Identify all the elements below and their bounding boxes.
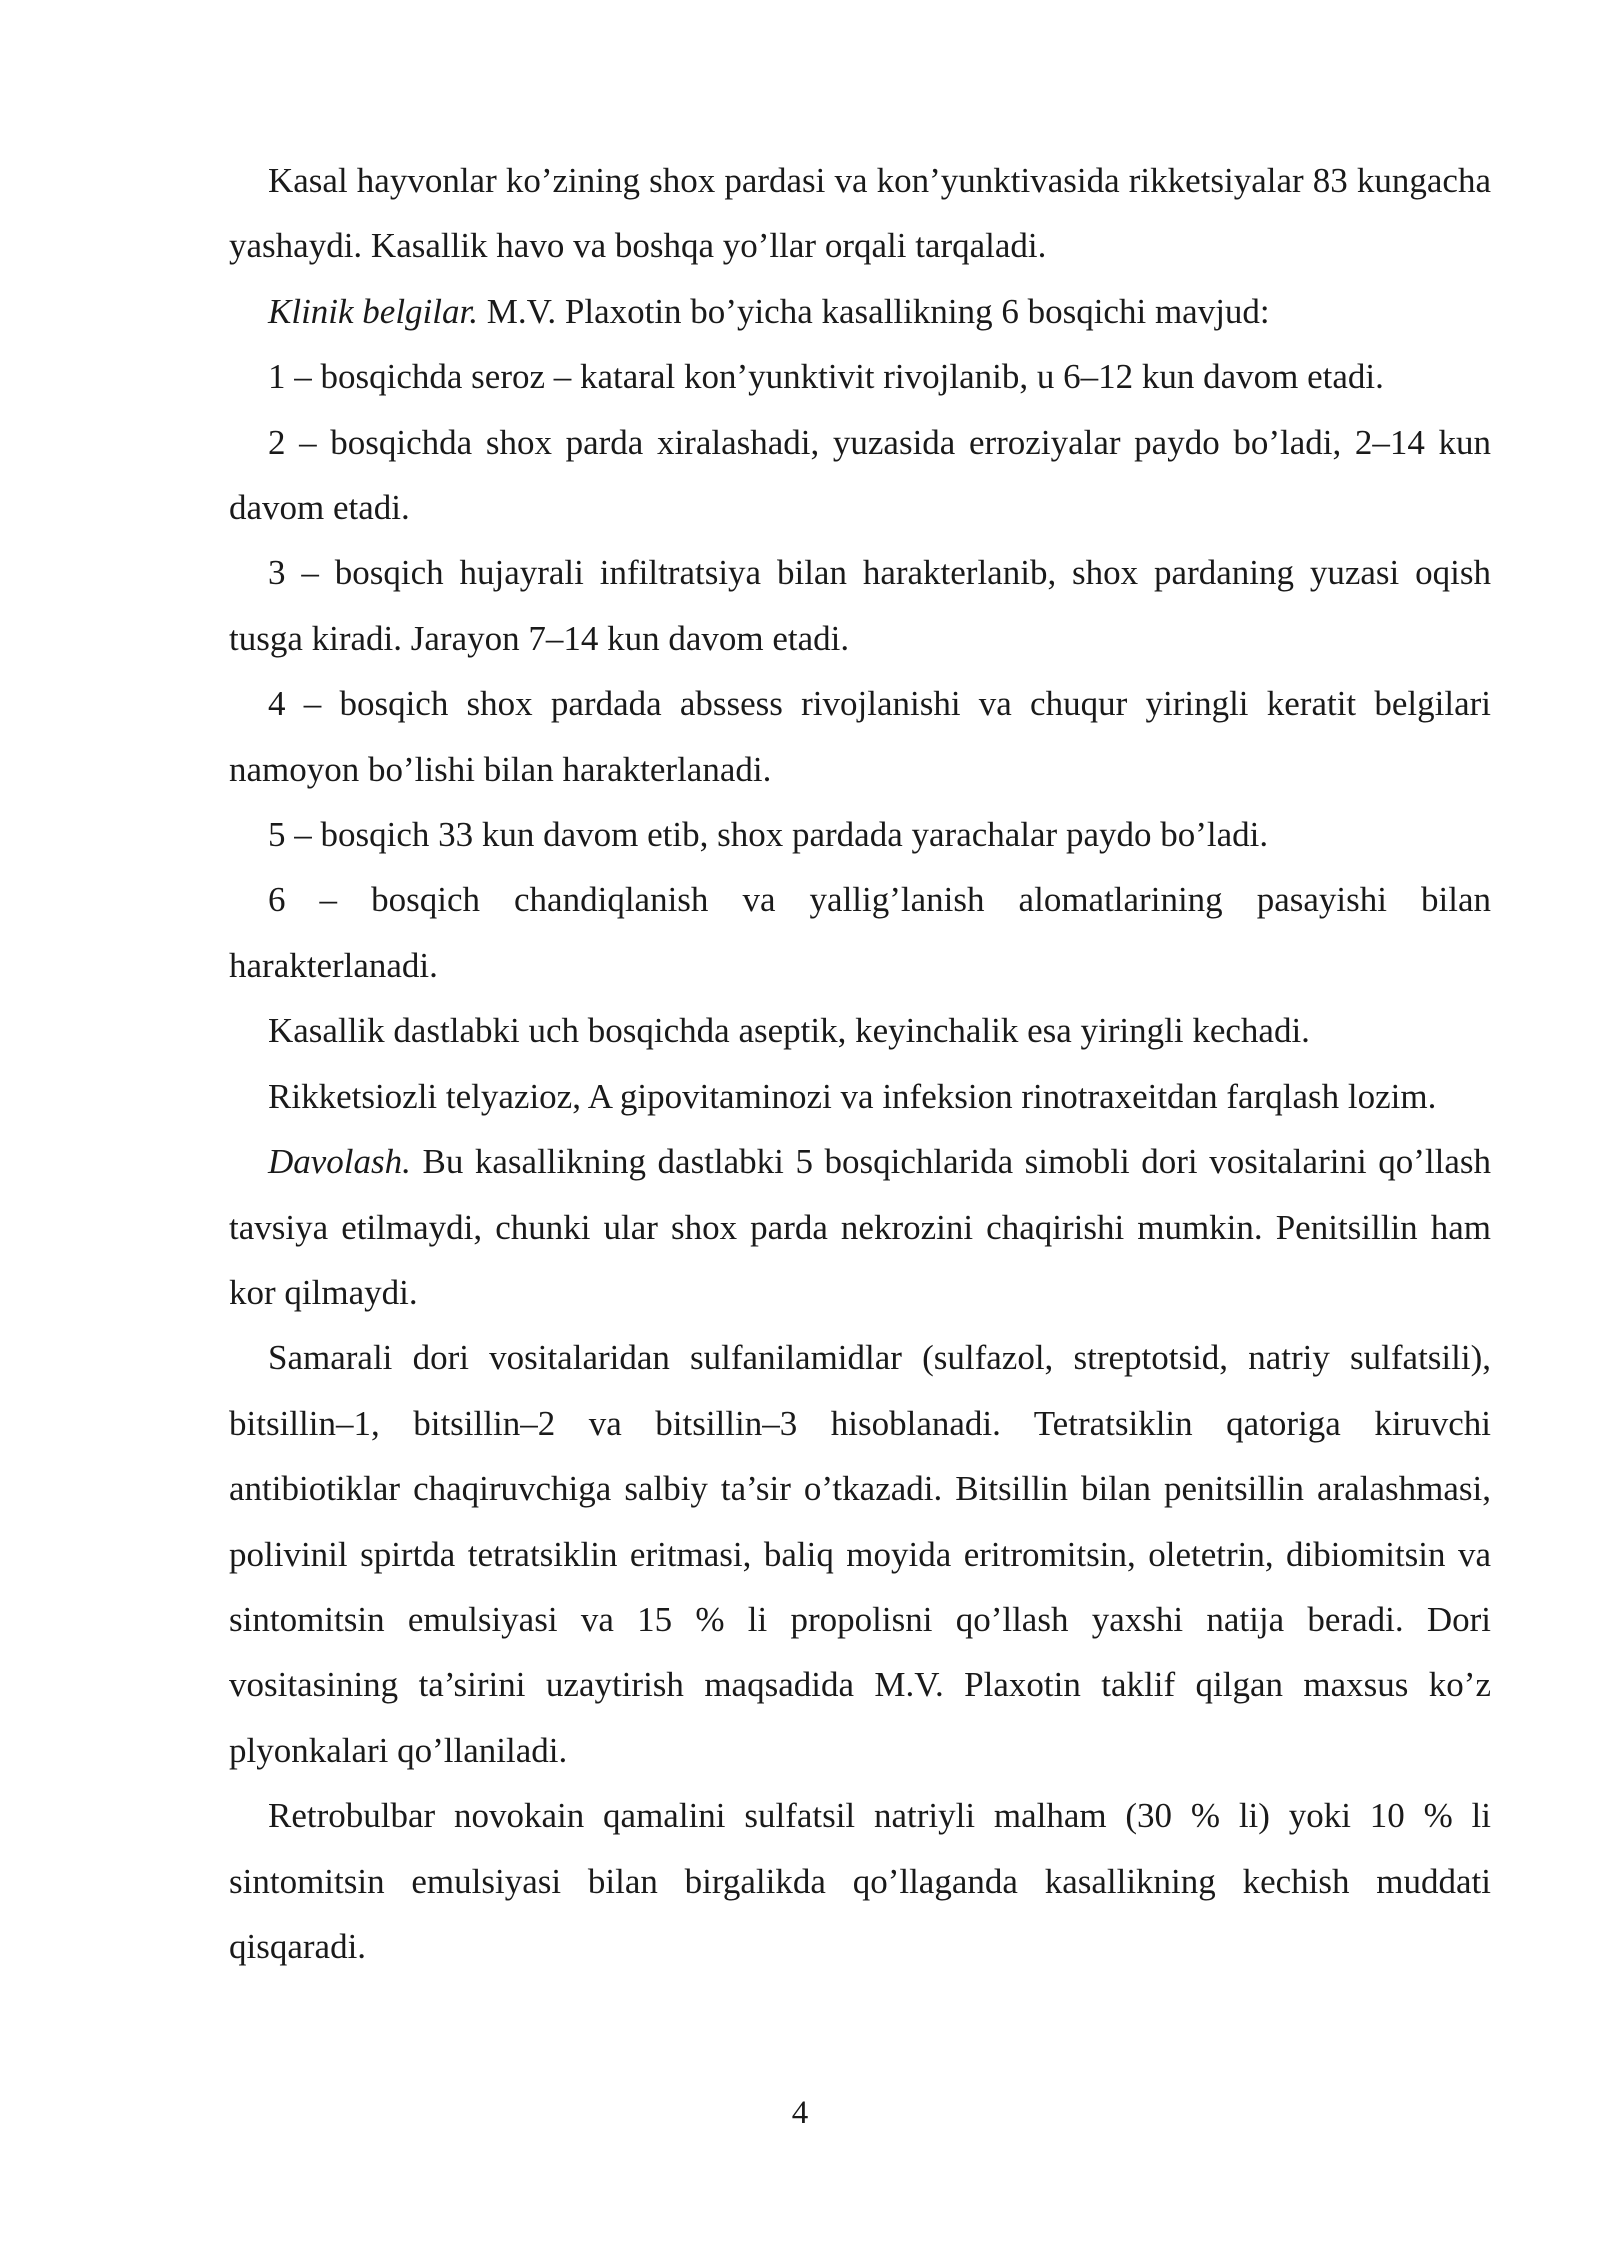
paragraph bbox=[229, 1325, 1491, 1783]
paragraph bbox=[229, 998, 1491, 1063]
paragraph-text: 1 – bosqichda seroz – kataral kon’yunktivit rivojlanib, u 6–12 kun davom etadi. bbox=[268, 357, 1384, 397]
paragraph-text: Samarali dori vositalaridan sulfanilamidlar (sulfazol, streptotsid, natriy sulfatsili), bitsillin–1, bitsillin–2 va bitsillin–3 hisoblanadi. Tetratsiklin qatoriga kiruvchi antibiotiklar chaqiruvchiga salbiy ta’sir o’tkazadi. Bitsillin bilan penitsillin aralashmasi, polivinil spirtda tetratsiklin eritmasi, baliq moyida eritromitsin, oletetrin, dibiomitsin va sintomitsin emulsiyasi va 15 % li propolisni qo’llash yaxshi natija beradi. Dori vositasining ta’sirini uzaytirish maqsadida M.V. Plaxotin taklif qilgan maxsus ko’z plyonkalari qo’llaniladi. bbox=[229, 1338, 1491, 1770]
paragraph-text: Kasal hayvonlar ko’zining shox pardasi va kon’yunktivasida rikketsiyalar 83 kungacha yashaydi. Kasallik havo va boshqa yo’llar orqali tarqaladi. bbox=[229, 161, 1491, 266]
paragraph-text: 6 – bosqich chandiqlanish va yallig’lanish alomatlarining pasayishi bilan harakterlanadi. bbox=[229, 880, 1491, 985]
page-number: 4 bbox=[791, 2095, 809, 2131]
paragraph bbox=[229, 1783, 1491, 1979]
paragraph-text: 3 – bosqich hujayrali infiltratsiya bilan harakterlanib, shox pardaning yuzasi oqish tusga kiradi. Jarayon 7–14 kun davom etadi. bbox=[229, 553, 1491, 658]
paragraph bbox=[229, 867, 1491, 998]
paragraph-text: M.V. Plaxotin bo’yicha kasallikning 6 bosqichi mavjud: bbox=[478, 291, 1270, 331]
paragraph bbox=[229, 671, 1491, 802]
paragraph-text: Retrobulbar novokain qamalini sulfatsil natriyli malham (30 % li) yoki 10 % li sintomitsin emulsiyasi bilan birgalikda qo’llaganda kasallikning kechish muddati qisqaradi. bbox=[229, 1796, 1491, 1966]
paragraph bbox=[229, 410, 1491, 541]
paragraph bbox=[229, 1064, 1491, 1129]
paragraph-text: Kasallik dastlabki uch bosqichda aseptik, keyinchalik esa yiringli kechadi. bbox=[268, 1011, 1310, 1051]
paragraph-text: 2 – bosqichda shox parda xiralashadi, yuzasida erroziyalar paydo bo’ladi, 2–14 kun davom etadi. bbox=[229, 422, 1491, 528]
paragraph-text: Rikketsiozli telyazioz, A gipovitaminozi va infeksion rinotraxeitdan farqlash lozim. bbox=[268, 1076, 1437, 1116]
paragraph bbox=[229, 344, 1491, 409]
paragraph bbox=[229, 279, 1491, 344]
paragraph-text: Bu kasallikning dastlabki 5 bosqichlarida simobli dori vositalarini qo’llash tavsiya etilmaydi, chunki ular shox parda nekrozini chaqirishi mumkin. Penitsillin ham kor qilmaydi. bbox=[229, 1142, 1491, 1312]
paragraph bbox=[229, 1129, 1491, 1325]
paragraph-text: 5 – bosqich 33 kun davom etib, shox pardada yarachalar paydo bo’ladi. bbox=[268, 815, 1269, 855]
text-body bbox=[229, 148, 1491, 1979]
paragraph-text: 4 – bosqich shox pardada abssess rivojlanishi va chuqur yiringli keratit belgilari namoyon bo’lishi bilan harakterlanadi. bbox=[229, 684, 1491, 789]
paragraph bbox=[229, 802, 1491, 867]
section-heading-clinical-signs: Klinik belgilar. bbox=[268, 291, 478, 331]
paragraph bbox=[229, 148, 1491, 279]
paragraph bbox=[229, 540, 1491, 671]
section-heading-treatment: Davolash. bbox=[268, 1142, 411, 1182]
